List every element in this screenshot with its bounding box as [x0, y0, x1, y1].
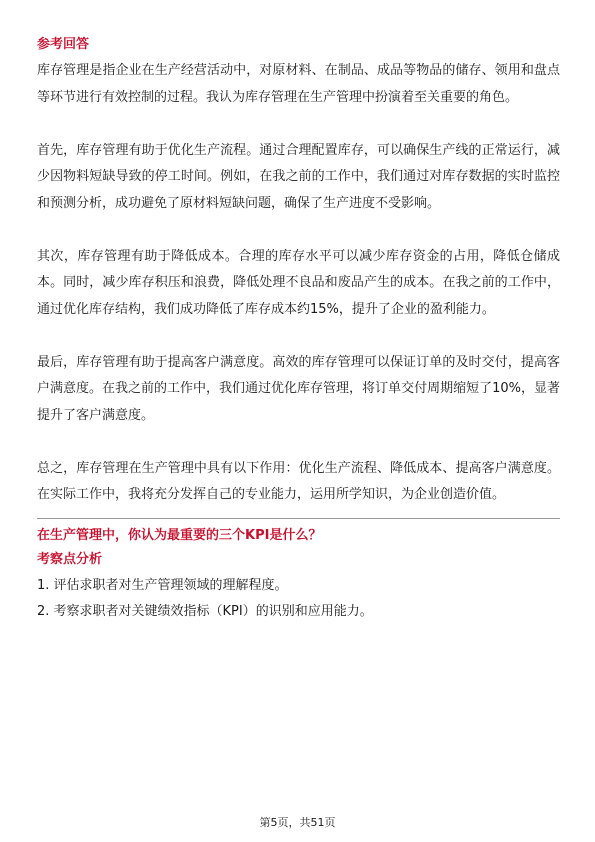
paragraph-spacer — [37, 217, 560, 244]
paragraph-spacer — [37, 429, 560, 456]
question-title: 在生产管理中，你认为最重要的三个KPI是什么？ — [37, 527, 322, 543]
answer-label: 参考回答 — [37, 37, 90, 52]
answer-paragraph-5: 总之，库存管理在生产管理中具有以下作用：优化生产流程、降低成本、提高客户满意度。在实际工作中，我将充分发挥自己的专业能力，运用所学知识，为企业创造价值。 — [37, 460, 560, 502]
section-divider — [37, 518, 560, 519]
answer-paragraph-2: 首先，库存管理有助于优化生产流程。通过合理配置库存，可以确保生产线的正常运行，减少因物料短缺导致的停工时间。例如，在我之前的工作中，我们通过对库存数据的实时监控和预测分析，成功避免了原材料短缺问题，确保了生产进度不受影响。 — [37, 142, 560, 211]
analysis-item-2: 2. 考察求职者对关键绩效指标（KPI）的识别和应用能力。 — [37, 603, 373, 619]
analysis-item-1: 1. 评估求职者对生产管理领域的理解程度。 — [37, 577, 288, 593]
answer-paragraph-4: 最后，库存管理有助于提高客户满意度。高效的库存管理可以保证订单的及时交付，提高客户满意度。在我之前的工作中，我们通过优化库存管理，将订单交付周期缩短了10%，显著提升了客户满意度。 — [37, 354, 560, 423]
page-number-footer: 第5页，共51页 — [259, 816, 336, 829]
paragraph-spacer — [37, 323, 560, 350]
answer-paragraph-3: 其次，库存管理有助于降低成本。合理的库存水平可以减少库存资金的占用，降低仓储成本。同时，减少库存积压和浪费，降低处理不良品和废品产生的成本。在我之前的工作中，通过优化库存结构，我们成功降低了库存成本约15%，提升了企业的盈利能力。 — [37, 248, 560, 317]
paragraph-spacer — [37, 111, 560, 138]
answer-paragraph-1: 库存管理是指企业在生产经营活动中，对原材料、在制品、成品等物品的储存、领用和盘点等环节进行有效控制的过程。我认为库存管理在生产管理中扮演着至关重要的角色。 — [37, 63, 560, 105]
page-content — [37, 34, 560, 625]
analysis-label: 考察点分析 — [37, 551, 103, 567]
